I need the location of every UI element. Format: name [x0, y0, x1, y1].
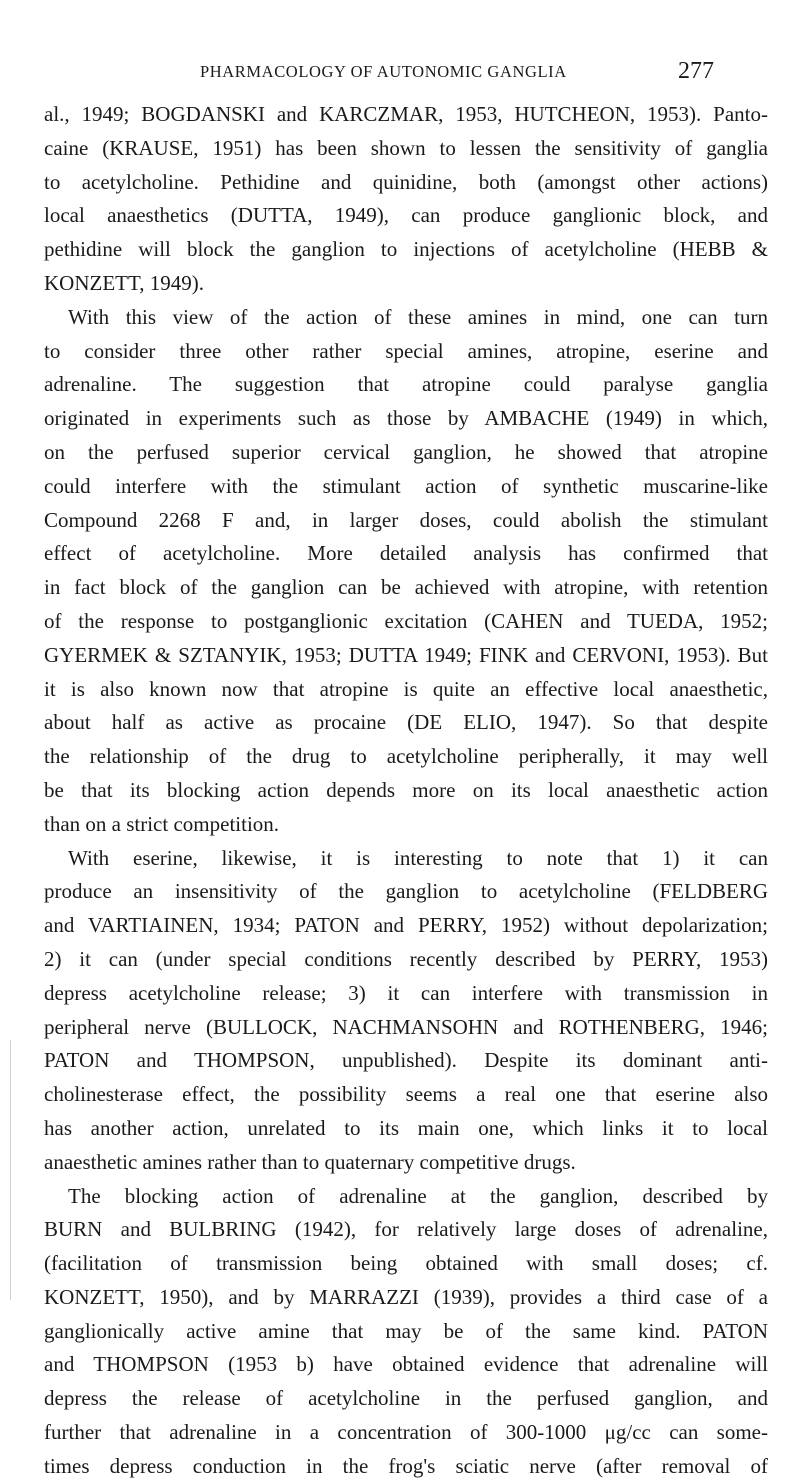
- text-line: originated in experiments such as those by AMBACHE (1949) in which,: [44, 406, 768, 431]
- text-line: could interfere with the stimulant action of synthetic muscarine-like: [44, 473, 768, 498]
- text-line: anaesthetic amines rather than to quaternary competitive drugs.: [44, 1149, 576, 1174]
- text-line: depress acetylcholine release; 3) it can interfere with transmission in: [44, 980, 768, 1005]
- text-line: BURN and BULBRING (1942), for relatively large doses of adrenaline,: [44, 1217, 768, 1242]
- text-line: peripheral nerve (BULLOCK, NACHMANSOHN and ROTHENBERG, 1946;: [44, 1014, 768, 1039]
- text-line: caine (KRAUSE, 1951) has been shown to lessen the sensitivity of ganglia: [44, 135, 768, 160]
- text-line: ganglionically active amine that may be of the same kind. PATON: [44, 1318, 768, 1343]
- text-line: With eserine, likewise, it is interesting to note that 1) it can: [68, 845, 768, 870]
- page-number: 277: [678, 58, 714, 84]
- text-line: to acetylcholine. Pethidine and quinidine, both (amongst other actions): [44, 169, 768, 194]
- text-line: With this view of the action of these amines in mind, one can turn: [68, 304, 768, 329]
- text-line: effect of acetylcholine. More detailed analysis has confirmed that: [44, 541, 768, 566]
- running-head-title: PHARMACOLOGY OF AUTONOMIC GANGLIA: [200, 62, 567, 81]
- text-line: in fact block of the ganglion can be achieved with atropine, with retention: [44, 575, 768, 600]
- text-line: than on a strict competition.: [44, 811, 280, 836]
- text-line: KONZETT, 1949).: [44, 270, 204, 295]
- text-line: and VARTIAINEN, 1934; PATON and PERRY, 1952) without depolarization;: [44, 913, 768, 938]
- text-line: al., 1949; BOGDANSKI and KARCZMAR, 1953, HUTCHEON, 1953). Panto-: [44, 102, 768, 126]
- text-line: it is also known now that atropine is quite an effective local anaesthetic,: [44, 676, 768, 701]
- text-line: PATON and THOMPSON, unpublished). Despite its dominant anti-: [44, 1048, 768, 1073]
- text-line: adrenaline. The suggestion that atropine could paralyse ganglia: [44, 372, 768, 397]
- text-line: times depress conduction in the frog's sciatic nerve (after removal of: [44, 1453, 768, 1478]
- text-line: be that its blocking action depends more on its local anaesthetic action: [44, 777, 768, 802]
- text-line: 2) it can (under special conditions recently described by PERRY, 1953): [44, 946, 768, 971]
- text-line: The blocking action of adrenaline at the ganglion, described by: [68, 1183, 768, 1208]
- text-line: on the perfused superior cervical ganglion, he showed that atropine: [44, 439, 768, 464]
- text-line: has another action, unrelated to its main one, which links it to local: [44, 1115, 768, 1140]
- text-line: the relationship of the drug to acetylcholine peripherally, it may well: [44, 744, 768, 769]
- text-line: cholinesterase effect, the possibility seems a real one that eserine also: [44, 1082, 768, 1107]
- page-edge-mark: [10, 1040, 11, 1300]
- text-line: and THOMPSON (1953 b) have obtained evidence that adrenaline will: [44, 1352, 768, 1377]
- text-line: to consider three other rather special amines, atropine, eserine and: [44, 338, 768, 363]
- text-line: GYERMEK & SZTANYIK, 1953; DUTTA 1949; FINK and CERVONI, 1953). But: [44, 642, 768, 667]
- text-line: of the response to postganglionic excitation (CAHEN and TUEDA, 1952;: [44, 608, 768, 633]
- text-line: depress the release of acetylcholine in the perfused ganglion, and: [44, 1386, 768, 1411]
- text-line: further that adrenaline in a concentration of 300-1000 μg/cc can some-: [44, 1420, 768, 1445]
- text-line: about half as active as procaine (DE ELIO, 1947). So that despite: [44, 710, 768, 735]
- text-line: local anaesthetics (DUTTA, 1949), can produce ganglionic block, and: [44, 203, 768, 228]
- text-line: Compound 2268 F and, in larger doses, could abolish the stimulant: [44, 507, 768, 532]
- text-line: KONZETT, 1950), and by MARRAZZI (1939), provides a third case of a: [44, 1284, 768, 1309]
- text-line: pethidine will block the ganglion to injections of acetylcholine (HEBB &: [44, 237, 768, 262]
- text-line: produce an insensitivity of the ganglion to acetylcholine (FELDBERG: [44, 879, 768, 904]
- text-line: (facilitation of transmission being obtained with small doses; cf.: [44, 1251, 768, 1276]
- body-text: [44, 98, 768, 1484]
